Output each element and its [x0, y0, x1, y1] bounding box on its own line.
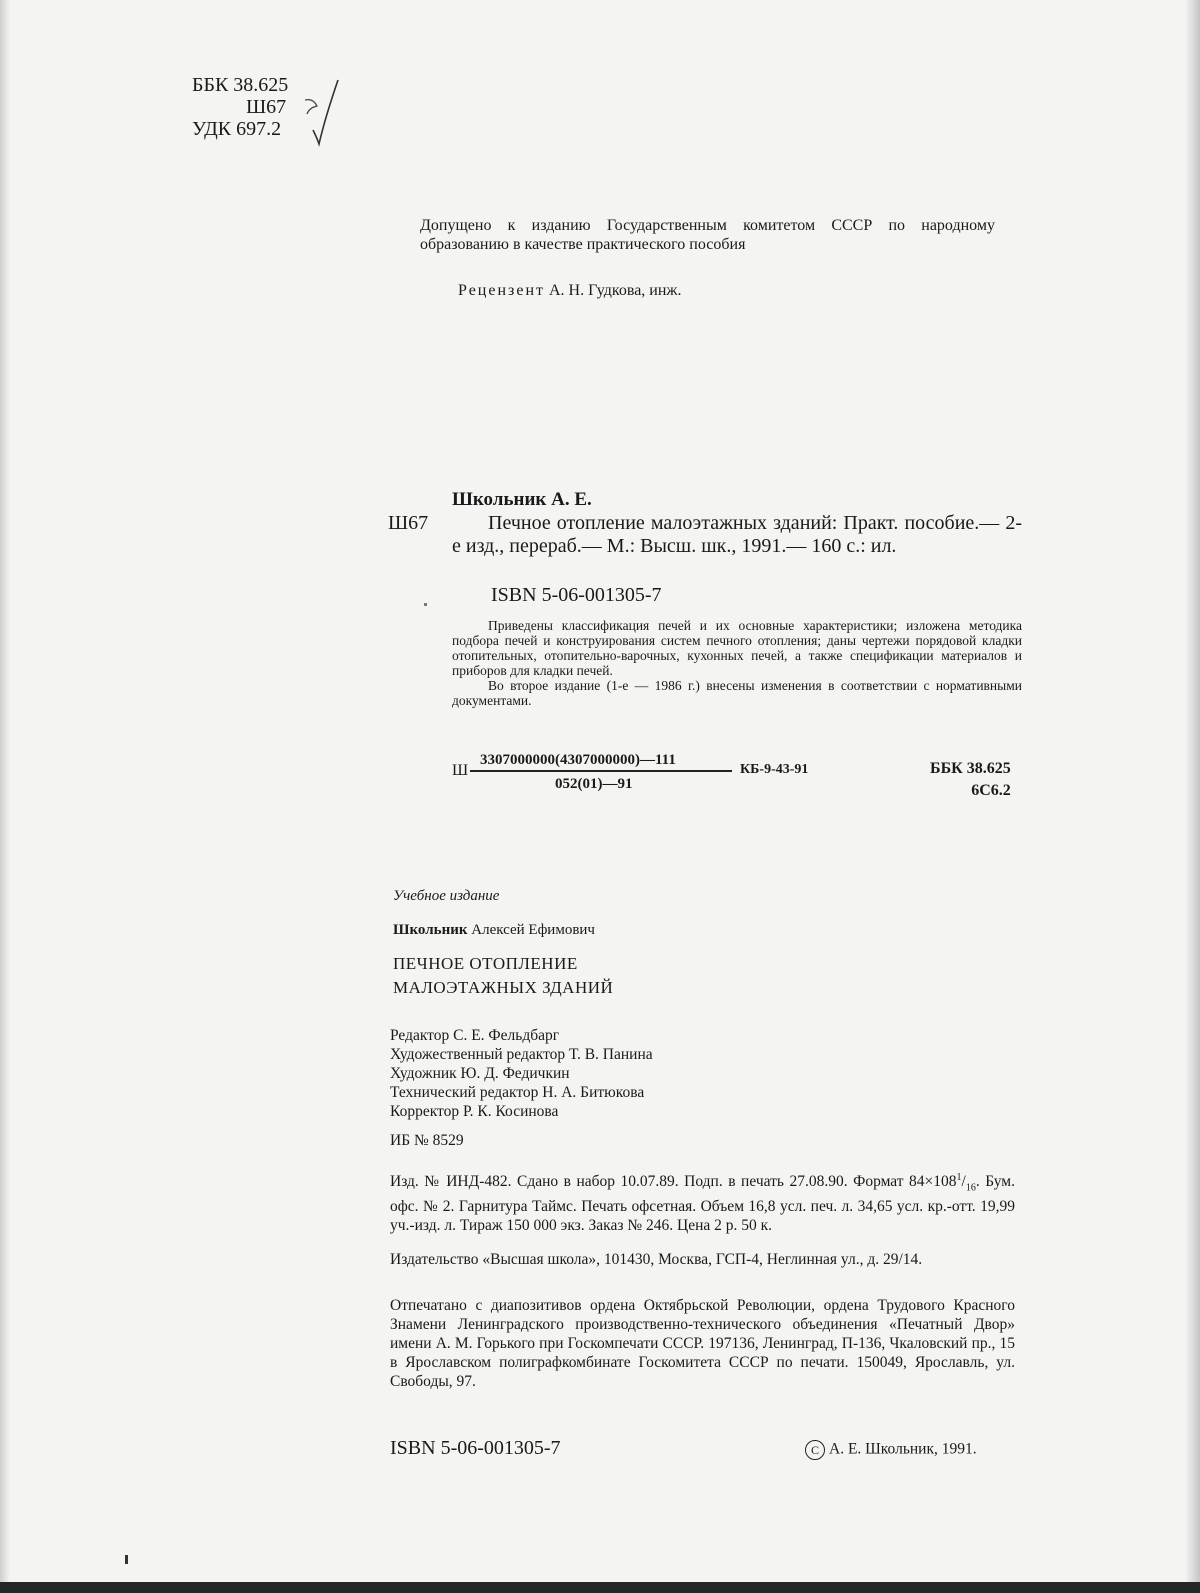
imprint-details: Изд. № ИНД-482. Сдано в набор 10.07.89. Подп. в печать 27.08.90. Формат $84\times 108^1/_{16}$. Бум. офс. № 2. Гарнитура Таймс. Печать офсетная. Объем 16,8 усл. печ. л. 34,65 усл. кр.-отт. 19,99 уч.-изд. л. Тираж 150 000 экз. Заказ № 246. Цена 2 р. 50 к. [390, 1172, 1015, 1235]
imprint-text-end: . Бум. офс. № 2. Гарнитура Таймс. Печать офсетная. Объем 16,8 усл. печ. л. 34,65 усл. кр.-отт. 19,99 уч.-изд. л. Тираж 150 000 экз. Заказ № 246. Цена 2 р. 50 к. [390, 1173, 1015, 1235]
copyright-text: А. Е. Школьник, 1991. [829, 1440, 977, 1458]
scan-bottom-border [0, 1582, 1200, 1593]
editorial-staff [390, 1026, 653, 1121]
staff-artist: Художник Ю. Д. Федичкин [390, 1065, 570, 1082]
formula-letter: Ш [452, 762, 469, 779]
publisher-address: Издательство «Высшая школа», 101430, Москва, ГСП-4, Неглинная ул., д. 29/14. [390, 1251, 923, 1268]
footer-isbn: ISBN 5-06-001305-7 [390, 1437, 561, 1459]
classification-block [192, 74, 288, 140]
scan-speck [424, 603, 427, 606]
reviewer-name: А. Н. Гудкова, инж. [549, 282, 682, 299]
approval-note: Допущено к изданию Государственным комитетом СССР по народному образованию в качестве практического пособия [420, 217, 995, 253]
book-title-line-1: ПЕЧНОЕ ОТОПЛЕНИЕ [393, 954, 578, 973]
author-sign-code: Ш67 [246, 96, 287, 118]
author-full-name [393, 922, 595, 939]
book-title [393, 952, 613, 1000]
ib-number: ИБ № 8529 [390, 1132, 464, 1149]
format-fraction-numerator: 1 [956, 1172, 962, 1183]
printer-info: Отпечатано с диапозитивов ордена Октябрьской Революции, ордена Трудового Красного Знамени Ленинградского производственно-технического объединения «Печатный Двор» имени А. М. Горького при Госкомпечати СССР. 197136, Ленинград, П-136, Чкаловский пр., 15 в Ярославском полиграфкомбинате Госкомитета СССР по печати. 150049, Ярославль, ул. Свободы, 97. [390, 1297, 1015, 1390]
reviewer-line [458, 282, 681, 300]
formula-denominator: 052(01)—91 [555, 776, 633, 792]
annotation [452, 618, 1022, 708]
formula-kb-code: КБ-9-43-91 [740, 762, 809, 777]
bibliographic-entry: Печное отопление малоэтажных зданий: Практ. пособие.— 2-е изд., перераб.— М.: Высш. шк., 1991.— 160 с.: ил. [452, 512, 1022, 557]
annotation-paragraph-1: Приведены классификация печей и их основные характеристики; изложена методика подбора печей и конструирования систем печного отопления; даны чертежи порядовой кладки отопительных, отопительно-варочных, кухонных печей, а также спецификации материалов и приборов для кладки печей. [452, 618, 1022, 678]
bibliographic-isbn: ISBN 5-06-001305-7 [491, 584, 662, 606]
staff-editor: Редактор С. Е. Фельдбарг [390, 1027, 560, 1044]
bibliographic-author: Школьник А. Е. [452, 489, 592, 510]
bibliographic-shifr: Ш67 [388, 512, 429, 534]
staff-tech-editor: Технический редактор Н. А. Битюкова [390, 1084, 645, 1101]
bbk-code: ББК 38.625 [192, 74, 289, 96]
scan-speck-bottom [125, 1555, 128, 1564]
annotation-paragraph-2: Во второе издание (1-е — 1986 г.) внесены изменения в соответствии с нормативными документами. [452, 678, 1022, 708]
formula-bbk-code: 6С6.2 [971, 782, 1011, 799]
reviewer-label: Рецензент [458, 282, 545, 299]
edition-type: Учебное издание [393, 888, 500, 904]
page-edge-left [0, 0, 10, 1593]
formula-numerator: 3307000000(4307000000)—111 [480, 752, 676, 768]
author-surname: Школьник [393, 922, 468, 938]
copyright-symbol: С [805, 1440, 825, 1460]
page-edge-right [1185, 0, 1200, 1593]
udk-code: УДК 697.2 [192, 118, 282, 140]
format-fraction-denominator: 16 [965, 1182, 976, 1194]
staff-corrector: Корректор Р. К. Косинова [390, 1103, 559, 1120]
formula-bbk-block [930, 758, 1011, 802]
handwritten-check-mark [305, 78, 341, 148]
imprint-text-start: Изд. № ИНД-482. Сдано в набор 10.07.89. Подп. в печать 27.08.90. Формат 84×108 [390, 1173, 957, 1191]
formula-bbk: ББК 38.625 [930, 760, 1011, 777]
staff-art-editor: Художественный редактор Т. В. Панина [390, 1046, 653, 1063]
formula-fraction-bar [470, 770, 732, 772]
author-given-names: Алексей Ефимович [471, 922, 595, 938]
book-title-line-2: МАЛОЭТАЖНЫХ ЗДАНИЙ [393, 978, 614, 997]
copyright-notice [805, 1440, 977, 1460]
